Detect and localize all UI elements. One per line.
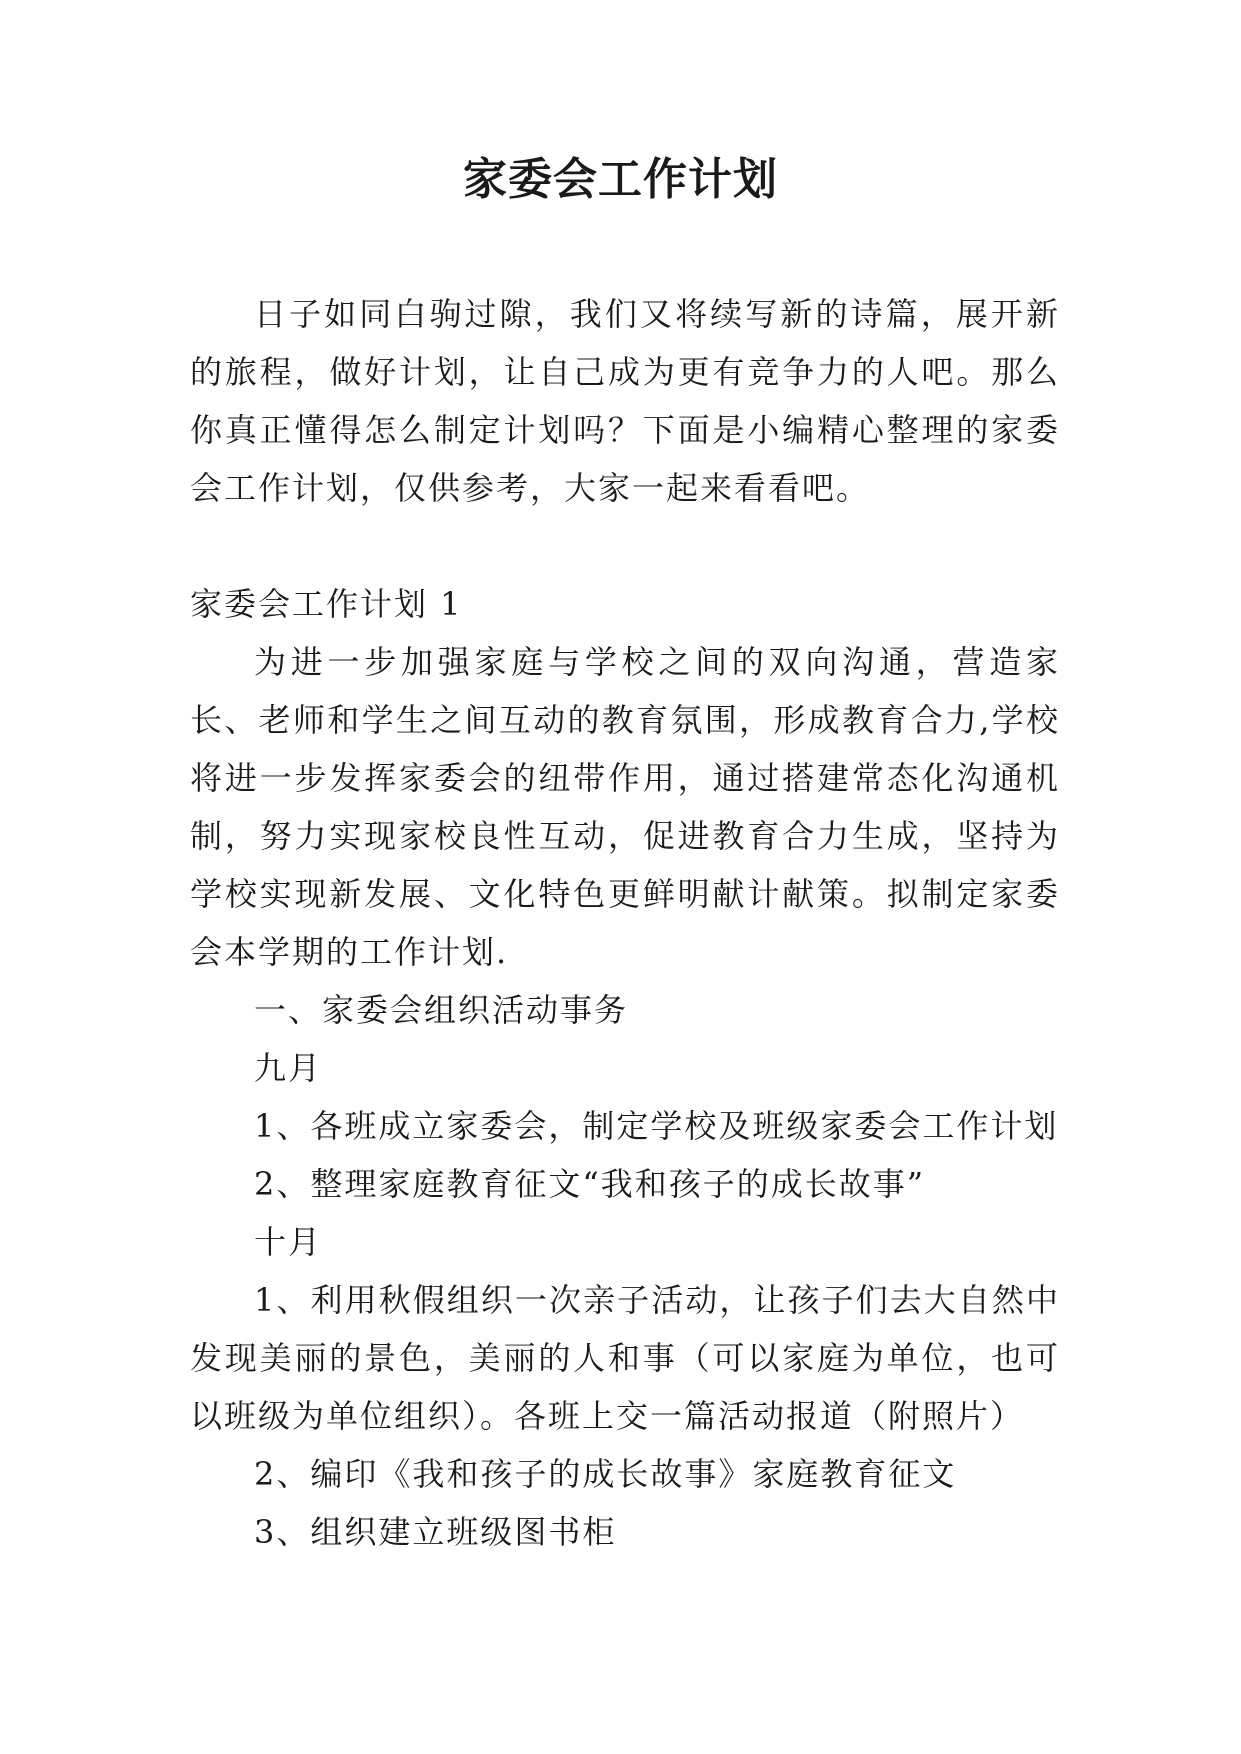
list-item: 2、整理家庭教育征文“我和孩子的成长故事” xyxy=(254,1165,926,1203)
month-label-september: 九月 xyxy=(254,1049,323,1087)
list-item: 3、组织建立班级图书柜 xyxy=(254,1513,617,1551)
page-title: 家委会工作计划 xyxy=(463,154,778,205)
subheading: 一、家委会组织活动事务 xyxy=(254,991,629,1029)
list-item: 1、各班成立家委会，制定学校及班级家委会工作计划 xyxy=(254,1107,1059,1145)
intro-paragraph: 日子如同白驹过隙，我们又将续写新的诗篇，展开新的旅程，做好计划，让自己成为更有竞争力的人吧。那么你真正懂得怎么制定计划吗？下面是小编精心整理的家委会工作计划，仅供参考，大家一起来看看吧。 xyxy=(190,295,1060,507)
document-body xyxy=(190,285,1060,1561)
month-label-october: 十月 xyxy=(254,1223,323,1261)
list-item: 1、利用秋假组织一次亲子活动，让孩子们去大自然中发现美丽的景色，美丽的人和事（可以家庭为单位，也可以班级为单位组织）。各班上交一篇活动报道（附照片） xyxy=(190,1281,1060,1435)
list-item: 2、编印《我和孩子的成长故事》家庭教育征文 xyxy=(254,1455,957,1493)
section-body-paragraph: 为进一步加强家庭与学校之间的双向沟通，营造家长、老师和学生之间互动的教育氛围，形成教育合力,学校将进一步发挥家委会的纽带作用，通过搭建常态化沟通机制，努力实现家校良性互动，促进教育合力生成，坚持为学校实现新发展、文化特色更鲜明献计献策。拟制定家委会本学期的工作计划. xyxy=(190,643,1060,971)
section-heading: 家委会工作计划 1 xyxy=(190,585,463,623)
